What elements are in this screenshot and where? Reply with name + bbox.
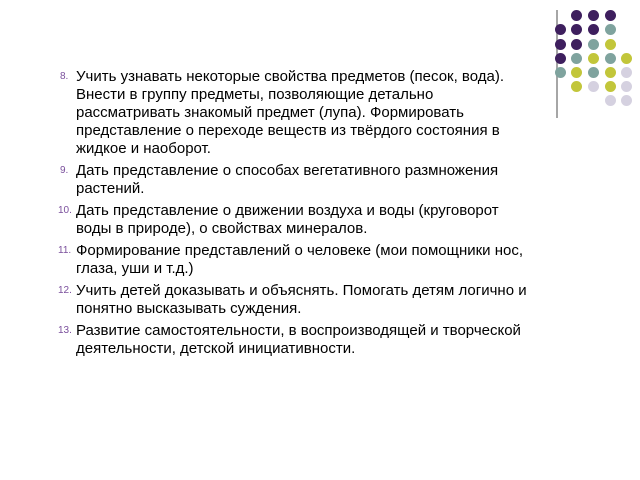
list-item-text: Формирование представлений о человеке (мои помощники нос, глаза, уши и т.д.)	[76, 242, 524, 277]
list-item-8	[0, 68, 536, 158]
decorative-dot	[555, 24, 566, 35]
list-number: 8.	[60, 71, 69, 82]
list-item-text: Дать представление о способах вегетативного размножения растений.	[76, 162, 499, 197]
list-number: 13.	[58, 325, 72, 336]
list-item-10	[0, 202, 536, 238]
list-item-text: Учить детей доказывать и объяснять. Помогать детям логично и понятно высказывать суждения.	[76, 282, 527, 317]
decorative-dot	[605, 10, 616, 21]
decorative-dot	[605, 24, 616, 35]
decorative-dot	[605, 39, 616, 50]
list-item-text: Дать представление о движении воздуха и воды (круговорот воды в природе), о свойствах минералов.	[76, 202, 499, 237]
list-item-9	[0, 162, 536, 198]
list-item-12	[0, 282, 536, 318]
decorative-dot	[571, 24, 582, 35]
list-number: 9.	[60, 165, 69, 176]
decorative-dot	[621, 53, 632, 64]
decorative-dot	[588, 53, 599, 64]
decorative-dot	[571, 39, 582, 50]
list-number: 10.	[58, 205, 72, 216]
content-list	[0, 68, 640, 362]
list-item-11	[0, 242, 536, 278]
decorative-dot	[571, 10, 582, 21]
list-number: 12.	[58, 285, 72, 296]
decorative-dot	[605, 53, 616, 64]
decorative-dot	[571, 53, 582, 64]
list-item-13	[0, 322, 536, 358]
decorative-dot	[588, 10, 599, 21]
decorative-dot	[588, 24, 599, 35]
list-item-text: Учить узнавать некоторые свойства предметов (песок, вода). Внести в группу предметы, позволяющие детально рассматривать знакомый предмет (лупа). Формировать представление о переходе веществ из твёрдого состояния в жидкое и наоборот.	[76, 68, 504, 157]
list-number: 11.	[58, 245, 72, 256]
decorative-dot	[588, 39, 599, 50]
list-item-text: Развитие самостоятельности, в воспроизводящей и творческой деятельности, детской инициативности.	[76, 322, 521, 357]
decorative-dot	[555, 53, 566, 64]
decorative-dot	[555, 39, 566, 50]
